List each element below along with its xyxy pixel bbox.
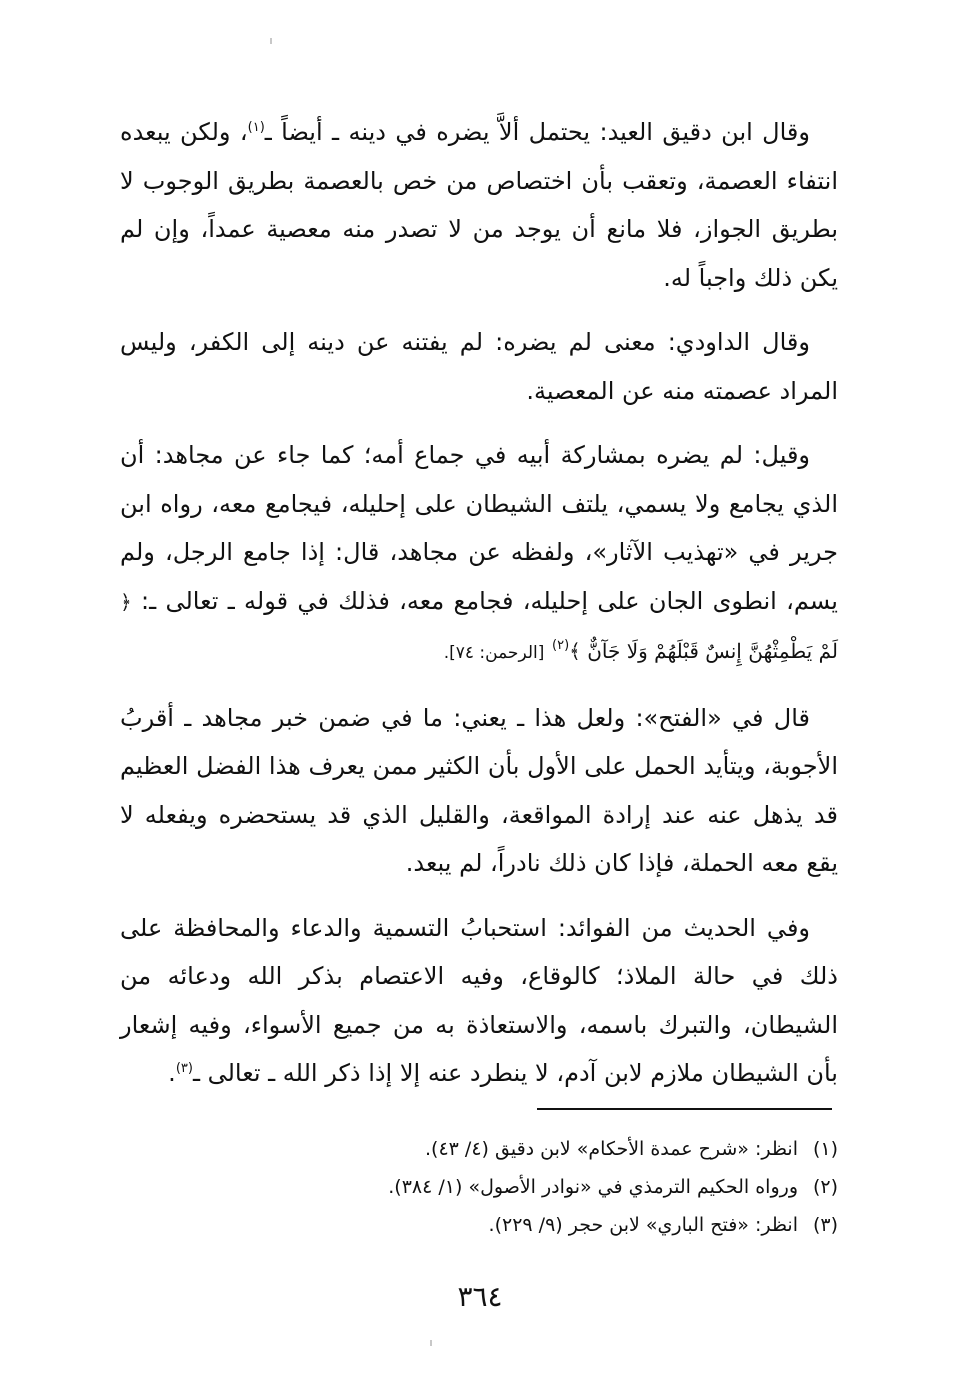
- footnote-ref-2: (٢): [552, 638, 570, 653]
- main-text: [120, 108, 838, 1098]
- quran-reference: [الرحمن: ٧٤].: [443, 643, 545, 663]
- paragraph-mujahid: [120, 431, 838, 678]
- footnote-ref-1: (١): [247, 120, 265, 135]
- page-number: ٣٦٤: [457, 1280, 503, 1313]
- paragraph-text: .: [168, 1059, 176, 1087]
- paragraph-dawudi: [120, 318, 838, 415]
- paragraph-text: ، ولكن يبعده انتفاء العصمة، وتعقب بأن اختصاص من خص بالعصمة بطريق الوجوب لا بطريق الجواز، فلا مانع أن يوجد من لا تصدر منه معصية عمداً، وإن لم يكن ذلك واجباً له.: [120, 118, 838, 292]
- quran-verse: ﴿ لَمْ يَطْمِثْهُنَّ إِنسٌ قَبْلَهُمْ وَلَا جَآنٌّ ﴾: [120, 589, 838, 663]
- footnote-text: انظر: «شرح عمدة الأحكام» لابن دقيق (٤/ ٤٣).: [424, 1138, 798, 1160]
- footnote-ref-3: (٣): [175, 1061, 193, 1076]
- footnote-1: [300, 1130, 838, 1168]
- paragraph-fath: [120, 694, 838, 888]
- footnote-2: [300, 1168, 838, 1206]
- paragraph-text: وقيل: لم يضره بمشاركة أبيه في جماع أمه؛ كما جاء عن مجاهد: أن الذي يجامع ولا يسمي، يلتف الشيطان على إحليله، فيجامع معه، رواه ابن جرير في «تهذيب الآثار»، ولفظه عن مجاهد، قال: إذا جامع الرجل، ولم يسم، انطوى الجان على إحليله، فجامع معه، فذلك في قوله ـ تعالى ـ:: [120, 441, 838, 615]
- footnote-number: (٢): [812, 1176, 838, 1198]
- footnote-text: ورواه الحكيم الترمذي في «نوادر الأصول» (١/ ٣٨٤).: [388, 1176, 798, 1198]
- footnote-separator: [537, 1108, 832, 1110]
- paragraph-benefits: [120, 904, 838, 1098]
- footnotes: [300, 1130, 838, 1244]
- footnote-number: (١): [812, 1138, 838, 1160]
- footnote-3: [300, 1206, 838, 1244]
- paragraph-ibn-daqiq: [120, 108, 838, 302]
- footnote-text: انظر: «فتح الباري» لابن حجر (٩/ ٢٢٩).: [488, 1214, 798, 1236]
- scan-speck: [430, 1340, 432, 1346]
- paragraph-text: وقال ابن دقيق العيد: يحتمل ألاَّ يضره في دينه ـ أيضاً ـ: [264, 118, 810, 146]
- scan-speck: [270, 38, 272, 44]
- footnote-number: (٣): [812, 1214, 838, 1236]
- paragraph-text: وفي الحديث من الفوائد: استحبابُ التسمية والدعاء والمحافظة على ذلك في حالة الملاذ؛ كالوقاع، وفيه الاعتصام بذكر الله ودعائه من الشيطان، والتبرك باسمه، والاستعاذة به من جميع الأسواء، وفيه إشعار بأن الشيطان ملازم لابن آدم، لا ينطرد عنه إلا إذا ذكر الله ـ تعالى ـ: [120, 913, 838, 1087]
- paragraph-text: وقال الداودي: معنى لم يضره: لم يفتنه عن دينه إلى الكفر، وليس المراد عصمته منه عن المعصية.: [120, 328, 838, 405]
- paragraph-text: قال في «الفتح»: ولعل هذا ـ يعني: ما في ضمن خبر مجاهد ـ أقربُ الأجوبة، ويتأيد الحمل على الأول بأن الكثير ممن يعرف هذا الفضل العظيم قد يذهل عنه عند إرادة المواقعة، والقليل الذي قد يستحضره ويفعله لا يقع معه الحملة، فإذا كان ذلك نادراً، لم يبعد.: [120, 703, 838, 877]
